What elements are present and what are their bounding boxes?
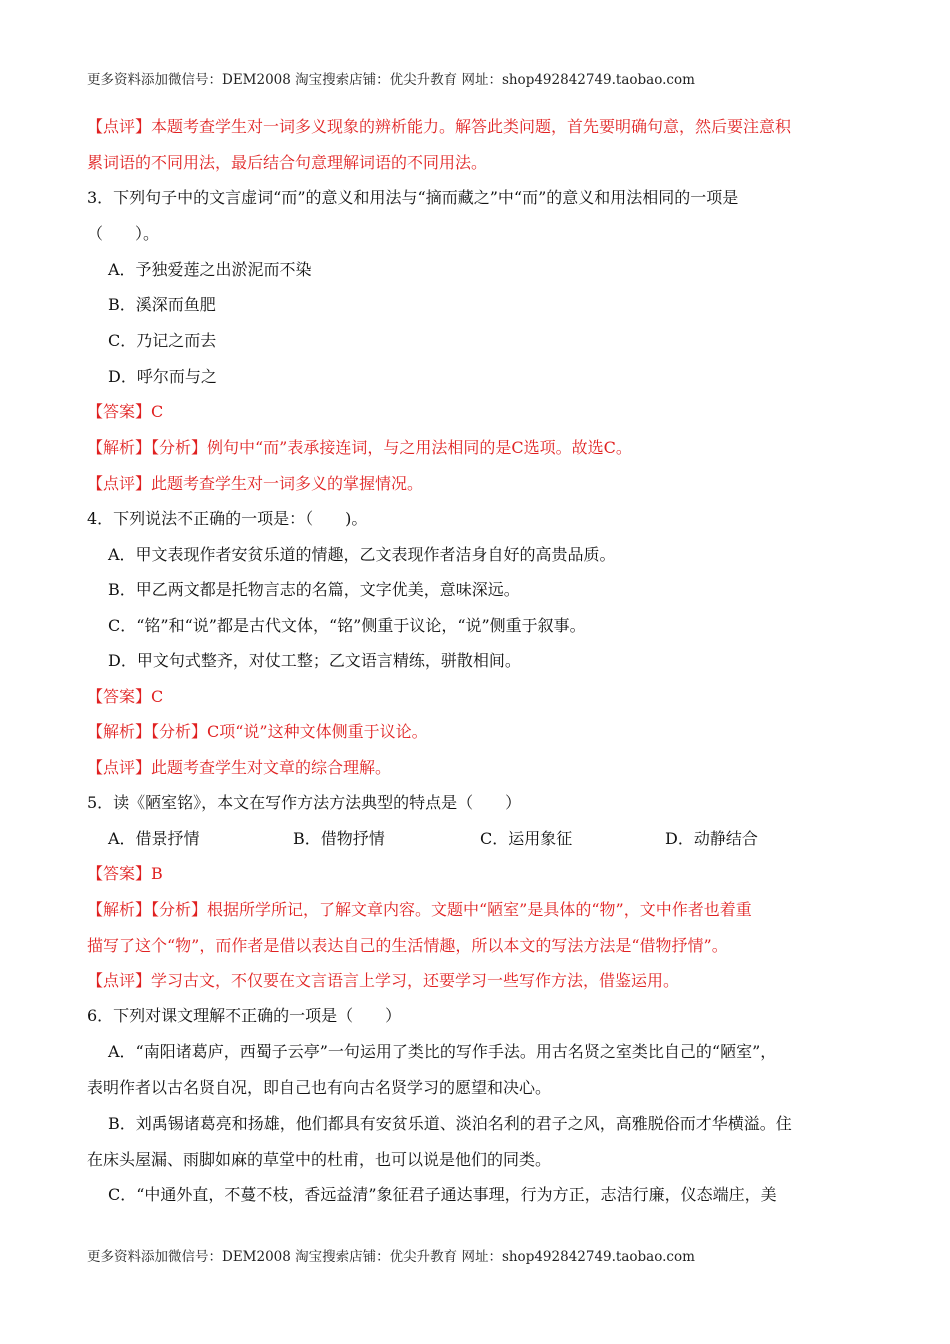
q5-options-row xyxy=(108,829,870,849)
q5-answer: 【答案】B xyxy=(87,864,163,883)
q3-analysis: 【解析】【分析】例句中“而”表承接连词，与之用法相同的是C选项。故选C。 xyxy=(87,438,632,457)
q3-option-a: A．予独爱莲之出淤泥而不染 xyxy=(108,260,312,279)
q5-option-c: C．运用象征 xyxy=(480,829,573,848)
q4-analysis: 【解析】【分析】C项“说”这种文体侧重于议论。 xyxy=(87,722,428,741)
q3-answer: 【答案】C xyxy=(87,402,164,421)
q4-answer: 【答案】C xyxy=(87,687,164,706)
q3-stem-line1: 3．下列句子中的文言虚词“而”的意义和用法与“摘而藏之”中“而”的意义和用法相同的一项是 xyxy=(87,188,739,207)
q6-stem: 6．下列对课文理解不正确的一项是（ ） xyxy=(87,1006,402,1025)
page-footer: 更多资料添加微信号：DEM2008 淘宝搜索店铺：优尖升教育 网址：shop492842749.taobao.com xyxy=(87,1249,695,1265)
q5-option-b: B．借物抒情 xyxy=(293,829,385,848)
q5-stem: 5．读《陋室铭》，本文在写作方法方法典型的特点是（ ） xyxy=(87,793,522,812)
q3-option-c: C．乃记之而去 xyxy=(108,331,217,350)
q5-option-d: D．动静结合 xyxy=(665,829,758,848)
q5-option-a: A．借景抒情 xyxy=(108,829,200,848)
q6-option-a-line1: A．“南阳诸葛庐，西蜀子云亭”一句运用了类比的写作手法。用古名贤之室类比自己的“陋室”， xyxy=(108,1042,777,1061)
q6-option-c-line1: C．“中通外直，不蔓不枝，香远益清”象征君子通达事理，行为方正，志洁行廉，仪态端庄，美 xyxy=(108,1185,777,1204)
q5-review: 【点评】学习古文，不仅要在文言语言上学习，还要学习一些写作方法，借鉴运用。 xyxy=(87,971,680,990)
q5-analysis-line1: 【解析】【分析】根据所学所记，了解文章内容。文题中“陋室”是具体的“物”，文中作者也着重 xyxy=(87,900,752,919)
q6-option-a-line2: 表明作者以古名贤自况，即自己也有向古名贤学习的愿望和决心。 xyxy=(87,1078,552,1097)
q3-option-d: D．呼尔而与之 xyxy=(108,367,217,386)
q6-option-b-line2: 在床头屋漏、雨脚如麻的草堂中的杜甫，也可以说是他们的同类。 xyxy=(87,1150,552,1169)
q5-analysis-line2: 描写了这个“物”，而作者是借以表达自己的生活情趣，所以本文的写法方法是“借物抒情”。 xyxy=(87,936,728,955)
review-intro-line1: 【点评】本题考查学生对一词多义现象的辨析能力。解答此类问题，首先要明确句意，然后要注意积 xyxy=(87,117,792,136)
page-header: 更多资料添加微信号：DEM2008 淘宝搜索店铺：优尖升教育 网址：shop492842749.taobao.com xyxy=(87,72,695,88)
q4-option-d: D．甲文句式整齐，对仗工整；乙文语言精练，骈散相间。 xyxy=(108,651,521,670)
q4-option-a: A．甲文表现作者安贫乐道的情趣，乙文表现作者洁身自好的高贵品质。 xyxy=(108,545,616,564)
review-intro-line2: 累词语的不同用法，最后结合句意理解词语的不同用法。 xyxy=(87,153,488,172)
q3-stem-line2: （ ）。 xyxy=(87,224,160,243)
q4-review: 【点评】此题考查学生对文章的综合理解。 xyxy=(87,758,392,777)
q4-stem: 4．下列说法不正确的一项是：（ )。 xyxy=(87,509,368,528)
q3-option-b: B．溪深而鱼肥 xyxy=(108,295,216,314)
q4-option-c: C．“铭”和“说”都是古代文体，“铭”侧重于议论，“说”侧重于叙事。 xyxy=(108,616,586,635)
q6-option-b-line1: B．刘禹锡诸葛亮和扬雄，他们都具有安贫乐道、淡泊名利的君子之风，高雅脱俗而才华横溢。住 xyxy=(108,1114,792,1133)
q4-option-b: B．甲乙两文都是托物言志的名篇，文字优美，意味深远。 xyxy=(108,580,520,599)
q3-review: 【点评】此题考查学生对一词多义的掌握情况。 xyxy=(87,474,424,493)
